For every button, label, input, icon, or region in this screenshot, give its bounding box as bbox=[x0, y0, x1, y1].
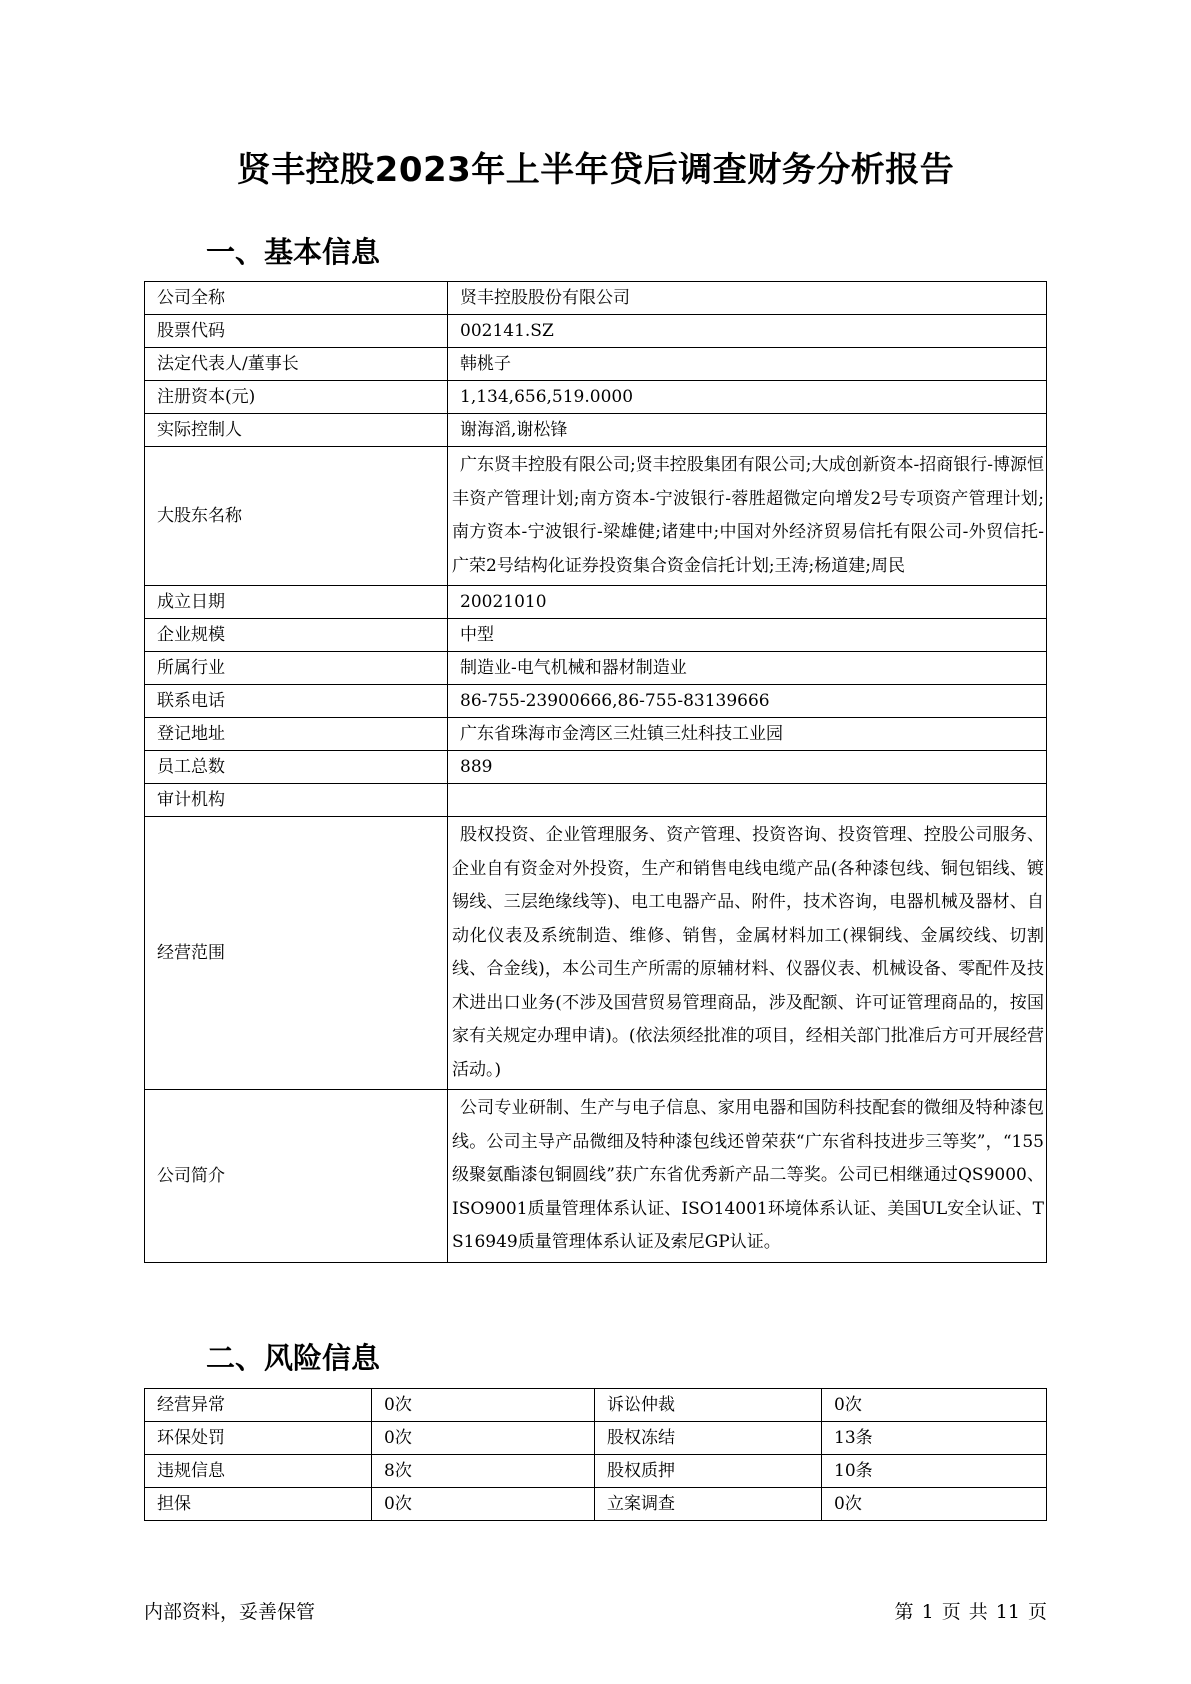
row-label: 经营范围 bbox=[145, 817, 448, 1090]
table-row bbox=[145, 381, 1047, 414]
risk-label: 诉讼仲裁 bbox=[595, 1389, 822, 1422]
table-row bbox=[145, 1488, 1047, 1521]
footer-confidential-note: 内部资料，妥善保管 bbox=[144, 1601, 316, 1623]
row-label: 注册资本(元) bbox=[145, 381, 448, 414]
table-row bbox=[145, 817, 1047, 1090]
table-row bbox=[145, 414, 1047, 447]
risk-value: 0次 bbox=[372, 1422, 595, 1455]
table-row bbox=[145, 282, 1047, 315]
row-label: 实际控制人 bbox=[145, 414, 448, 447]
row-label: 登记地址 bbox=[145, 718, 448, 751]
table-row bbox=[145, 784, 1047, 817]
row-label: 成立日期 bbox=[145, 586, 448, 619]
row-value: 广东贤丰控股有限公司;贤丰控股集团有限公司;大成创新资本-招商银行-博源恒丰资产管理计划;南方资本-宁波银行-蓉胜超微定向增发2号专项资产管理计划;南方资本-宁波银行-梁雄健;诸建中;中国对外经济贸易信托有限公司-外贸信托-广荣2号结构化证券投资集合资金信托计划;王涛;杨道建;周民 bbox=[448, 447, 1047, 586]
risk-info-table bbox=[144, 1388, 1047, 1521]
basic-info-table bbox=[144, 281, 1047, 1263]
report-title: 贤丰控股2023年上半年贷后调查财务分析报告 bbox=[236, 150, 955, 190]
table-row bbox=[145, 619, 1047, 652]
risk-label: 违规信息 bbox=[145, 1455, 372, 1488]
table-row bbox=[145, 1090, 1047, 1263]
risk-value: 0次 bbox=[822, 1488, 1047, 1521]
row-label: 公司全称 bbox=[145, 282, 448, 315]
table-row bbox=[145, 586, 1047, 619]
row-value: 广东省珠海市金湾区三灶镇三灶科技工业园 bbox=[448, 718, 1047, 751]
table-row bbox=[145, 751, 1047, 784]
row-label: 企业规模 bbox=[145, 619, 448, 652]
section-heading-risk-info: 二、风险信息 bbox=[206, 1341, 381, 1375]
risk-value: 0次 bbox=[372, 1488, 595, 1521]
table-row bbox=[145, 718, 1047, 751]
table-row bbox=[145, 348, 1047, 381]
row-value: 股权投资、企业管理服务、资产管理、投资咨询、投资管理、控股公司服务、企业自有资金对外投资，生产和销售电线电缆产品(各种漆包线、铜包铝线、镀锡线、三层绝缘线等)、电工电器产品、附件，技术咨询，电器机械及器材、自动化仪表及系统制造、维修、销售，金属材料加工(裸铜线、金属绞线、切割线、合金线)，本公司生产所需的原辅材料、仪器仪表、机械设备、零配件及技术进出口业务(不涉及国营贸易管理商品，涉及配额、许可证管理商品的，按国家有关规定办理申请)。(依法须经批准的项目，经相关部门批准后方可开展经营活动。) bbox=[448, 817, 1047, 1090]
row-value: 韩桃子 bbox=[448, 348, 1047, 381]
risk-label: 股权冻结 bbox=[595, 1422, 822, 1455]
row-value: 公司专业研制、生产与电子信息、家用电器和国防科技配套的微细及特种漆包线。公司主导产品微细及特种漆包线还曾荣获“广东省科技进步三等奖”，“155级聚氨酯漆包铜圆线”获广东省优秀新产品二等奖。公司已相继通过QS9000、ISO9001质量管理体系认证、ISO14001环境体系认证、美国UL安全认证、TS16949质量管理体系认证及索尼GP认证。 bbox=[448, 1090, 1047, 1263]
table-row bbox=[145, 1455, 1047, 1488]
row-value: 谢海滔,谢松锋 bbox=[448, 414, 1047, 447]
row-value: 1,134,656,519.0000 bbox=[448, 381, 1047, 414]
row-value: 贤丰控股股份有限公司 bbox=[448, 282, 1047, 315]
table-row bbox=[145, 685, 1047, 718]
footer-page-number: 第 1 页 共 11 页 bbox=[894, 1601, 1047, 1623]
risk-label: 经营异常 bbox=[145, 1389, 372, 1422]
row-label: 所属行业 bbox=[145, 652, 448, 685]
row-value: 889 bbox=[448, 751, 1047, 784]
row-label: 公司简介 bbox=[145, 1090, 448, 1263]
table-row bbox=[145, 652, 1047, 685]
row-label: 审计机构 bbox=[145, 784, 448, 817]
risk-label: 立案调查 bbox=[595, 1488, 822, 1521]
row-label: 联系电话 bbox=[145, 685, 448, 718]
row-value: 中型 bbox=[448, 619, 1047, 652]
row-value: 86-755-23900666,86-755-83139666 bbox=[448, 685, 1047, 718]
row-label: 股票代码 bbox=[145, 315, 448, 348]
risk-value: 10条 bbox=[822, 1455, 1047, 1488]
row-value bbox=[448, 784, 1047, 817]
risk-label: 股权质押 bbox=[595, 1455, 822, 1488]
section-heading-basic-info: 一、基本信息 bbox=[206, 235, 381, 269]
risk-label: 环保处罚 bbox=[145, 1422, 372, 1455]
row-label: 大股东名称 bbox=[145, 447, 448, 586]
row-value: 制造业-电气机械和器材制造业 bbox=[448, 652, 1047, 685]
row-value: 20021010 bbox=[448, 586, 1047, 619]
risk-value: 0次 bbox=[822, 1389, 1047, 1422]
table-row bbox=[145, 1389, 1047, 1422]
risk-label: 担保 bbox=[145, 1488, 372, 1521]
table-row bbox=[145, 447, 1047, 586]
risk-value: 8次 bbox=[372, 1455, 595, 1488]
row-label: 员工总数 bbox=[145, 751, 448, 784]
risk-value: 0次 bbox=[372, 1389, 595, 1422]
table-row bbox=[145, 315, 1047, 348]
row-value: 002141.SZ bbox=[448, 315, 1047, 348]
row-label: 法定代表人/董事长 bbox=[145, 348, 448, 381]
risk-value: 13条 bbox=[822, 1422, 1047, 1455]
table-row bbox=[145, 1422, 1047, 1455]
